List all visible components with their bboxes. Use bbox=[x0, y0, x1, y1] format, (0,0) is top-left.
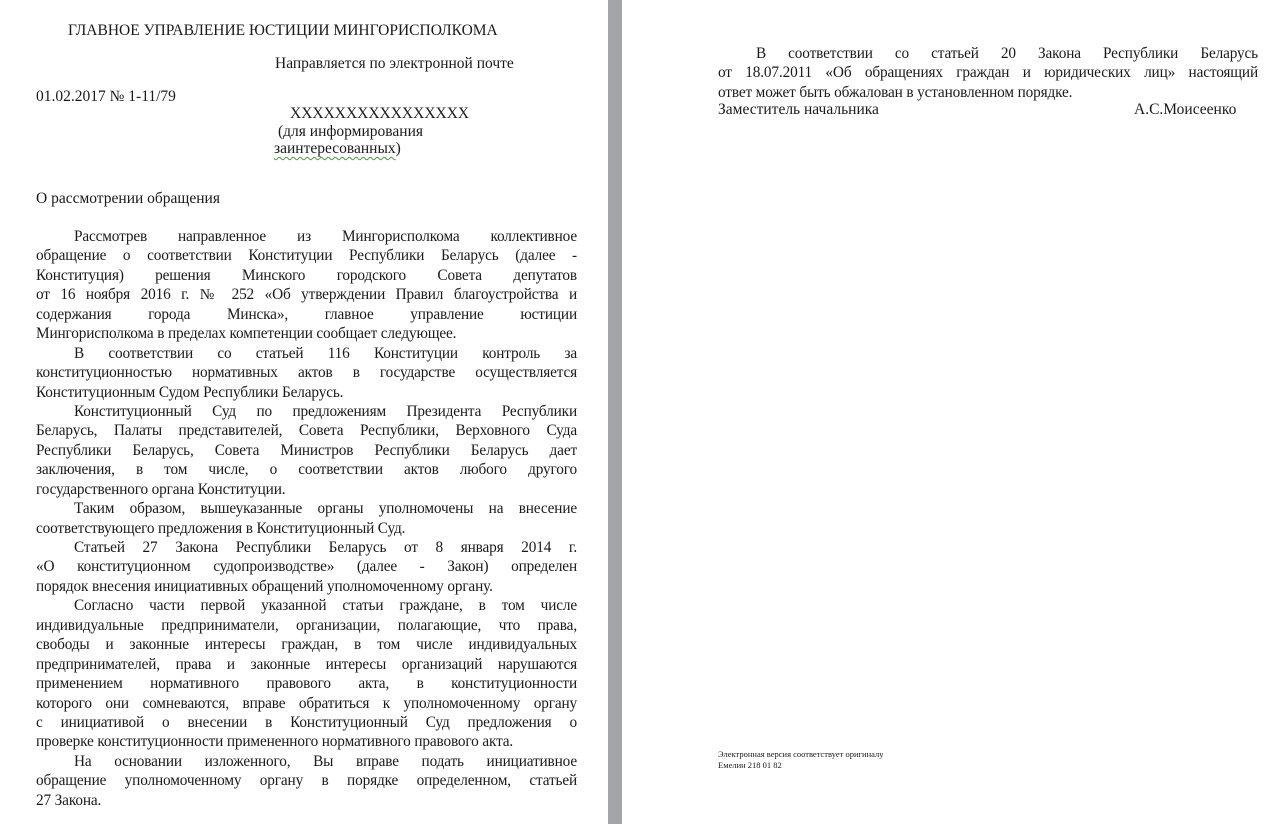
paragraph-line: Конституционный Суд по предложениям Президента Республики bbox=[74, 402, 577, 420]
paragraph-line: содержания города Минска», главное управление юстиции bbox=[36, 305, 577, 323]
paragraph-line: от 18.07.2011 «Об обращениях граждан и юридических лиц» настоящий bbox=[718, 64, 1258, 82]
paragraph-line: обращение уполномоченному органу в порядке определенном, статьей bbox=[36, 772, 577, 790]
footer-electronic-version: Электронная версия соответствует оригиналу bbox=[718, 749, 884, 759]
closing-paren: ) bbox=[395, 140, 401, 157]
paragraph-line: Рассмотрев направленное из Мингорисполкома коллективное bbox=[74, 228, 577, 245]
paragraph-line: предпринимателей, права и законные интересы организаций нарушаются bbox=[36, 655, 577, 673]
paragraph-line: заключения, в том числе, о соответствии актов любого другого bbox=[36, 461, 577, 479]
paragraph-line: проверке конституционности примененного нормативного правового акта. bbox=[36, 733, 514, 751]
paragraph-line: Республики Беларусь, Совета Министров Республики Беларусь дает bbox=[36, 441, 577, 459]
letter-body bbox=[36, 227, 577, 810]
paragraph-line: обращение о соответствии Конституции Республики Беларусь (далее - bbox=[36, 247, 577, 265]
paragraph-line: Конституция) решения Минского городского Совета депутатов bbox=[36, 266, 577, 284]
paragraph-line: с инициативой о внесении в Конституционный Суд предложения о bbox=[36, 713, 577, 731]
paragraph-line: В соответствии со статьей 116 Конституции контроль за bbox=[74, 344, 577, 362]
document-page-1 bbox=[0, 0, 608, 824]
subject-line: О рассмотрении обращения bbox=[36, 190, 220, 207]
paragraph-line: На основании изложенного, Вы вправе подать инициативное bbox=[74, 752, 577, 770]
paragraph-line: применением нормативного правового акта, в конституционности bbox=[36, 675, 577, 693]
paragraph-line: государственного органа Конституции. bbox=[36, 480, 286, 498]
spellcheck-word: заинтересованных bbox=[274, 140, 396, 157]
recipient-note-line2 bbox=[274, 139, 401, 159]
paragraph-line: которого они сомневаются, вправе обратиться к уполномоченному органу bbox=[36, 694, 577, 712]
appeal-paragraph bbox=[718, 44, 1258, 102]
paragraph-line: порядок внесения инициативных обращений уполномоченному органу. bbox=[36, 577, 493, 595]
delivery-note: Направляется по электронной почте bbox=[275, 55, 514, 72]
document-page-2 bbox=[622, 0, 1280, 824]
signer-title: Заместитель начальника bbox=[718, 101, 879, 118]
paragraph-line: В соответствии со статьей 20 Закона Республики Беларусь bbox=[756, 45, 1258, 62]
footer-contact: Емелин 218 01 82 bbox=[718, 760, 782, 770]
paragraph-line: Таким образом, вышеуказанные органы уполномочены на внесение bbox=[74, 500, 577, 518]
organization-header: ГЛАВНОЕ УПРАВЛЕНИЕ ЮСТИЦИИ МИНГОРИСПОЛКОМА bbox=[68, 22, 498, 39]
paragraph-line: Беларусь, Палаты представителей, Совета Республики, Верховного Суда bbox=[36, 422, 577, 440]
paragraph-line: свободы и законные интересы граждан, в том числе индивидуальных bbox=[36, 636, 577, 654]
paragraph-line: от 16 ноября 2016 г. № 252 «Об утверждении Правил благоустройства и bbox=[36, 286, 577, 304]
paragraph-line: Мингорисполкома в пределах компетенции сообщает следующее. bbox=[36, 325, 457, 343]
paragraph-line: ответ может быть обжалован в установленном порядке. bbox=[718, 83, 1073, 101]
recipient: XXXXXXXXXXXXXXXX bbox=[290, 105, 470, 122]
signer-name: А.С.Моисеенко bbox=[1134, 101, 1237, 118]
paragraph-line: индивидуальные предприниматели, организации, полагающие, что права, bbox=[36, 616, 577, 634]
paragraph-line: «О конституционном судопроизводстве» (далее - Закон) определен bbox=[36, 558, 577, 576]
paragraph-line: Согласно части первой указанной статьи граждане, в том числе bbox=[74, 597, 577, 615]
paragraph-line: Статьей 27 Закона Республики Беларусь от 8 января 2014 г. bbox=[74, 539, 577, 556]
recipient-note-line1: (для информирования bbox=[278, 123, 424, 140]
paragraph-line: конституционностью нормативных актов в государстве осуществляется bbox=[36, 364, 577, 382]
date-and-number: 01.02.2017 № 1-11/79 bbox=[36, 88, 176, 105]
paragraph-line: 27 Закона. bbox=[36, 791, 102, 809]
paragraph-line: Конституционным Судом Республики Беларусь. bbox=[36, 383, 344, 401]
paragraph-line: соответствующего предложения в Конституционный Суд. bbox=[36, 519, 406, 537]
page-divider bbox=[608, 0, 622, 824]
